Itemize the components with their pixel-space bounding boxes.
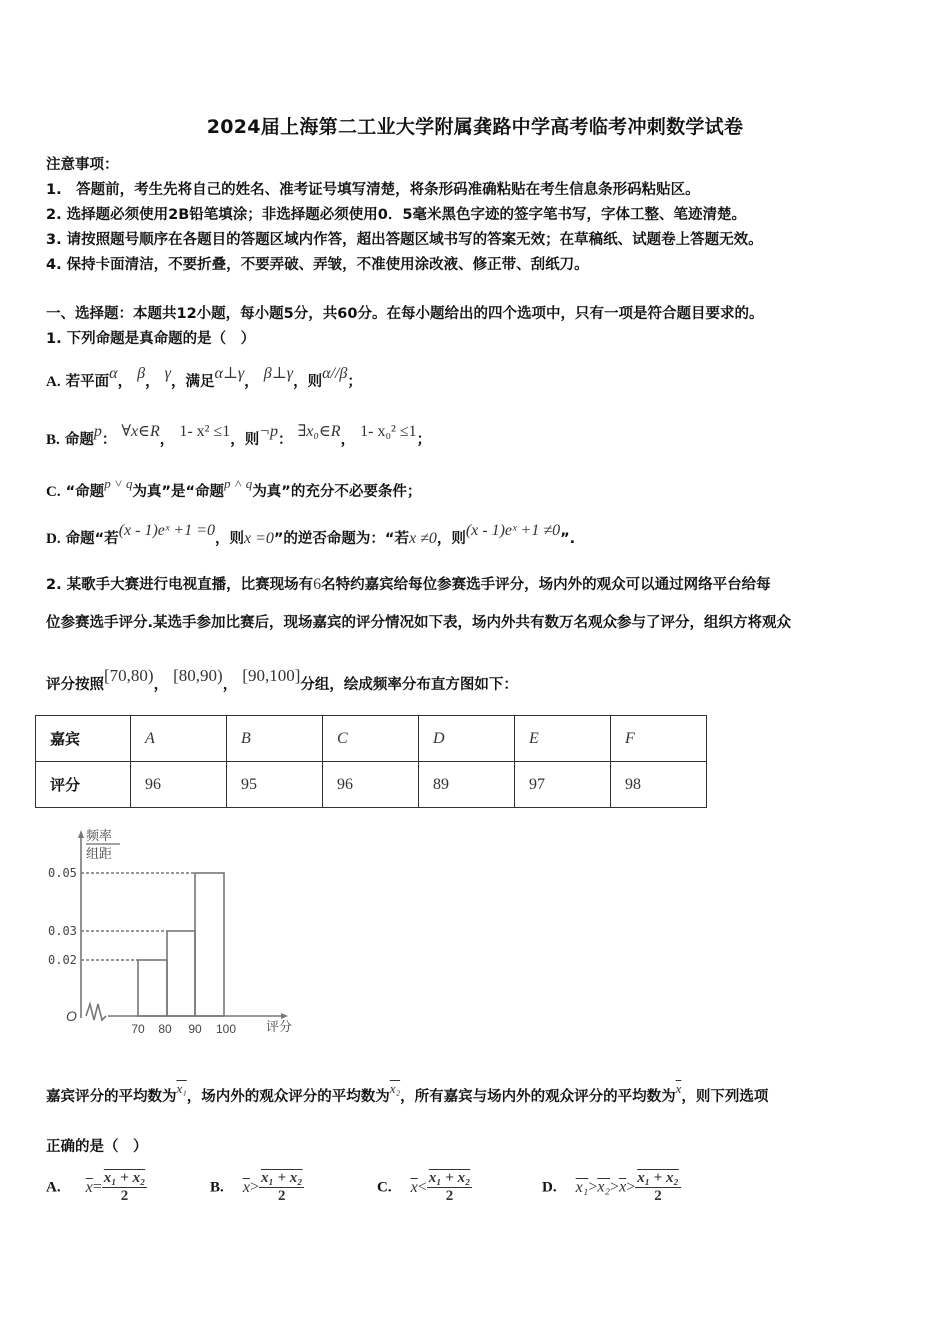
math-gamma: γ xyxy=(164,365,171,382)
math-x1-bar: x₁ xyxy=(176,1081,187,1096)
text: ”的逆否命题为：“若 xyxy=(273,531,409,547)
row-header-score: 评分 xyxy=(36,762,131,808)
x-axis-label: 评分 xyxy=(266,1020,293,1035)
text: 2. 某歌手大赛进行电视直播，比赛现场有 xyxy=(46,577,314,593)
math-p-or-q: p ˅ q xyxy=(104,476,133,491)
x-tick: 70 xyxy=(131,1022,145,1036)
y-axis-label-numerator: 频率 xyxy=(86,829,113,844)
option-label: C. xyxy=(46,484,61,500)
y-tick: 0.02 xyxy=(48,953,77,967)
text: 若平面 xyxy=(65,374,110,390)
math-alpha-perp-gamma: α⊥γ xyxy=(214,365,245,382)
y-tick: 0.03 xyxy=(48,924,77,938)
text: ，满足 xyxy=(170,374,215,390)
page-title: 2024届上海第二工业大学附属龚路中学高考临考冲刺数学试卷 xyxy=(206,116,744,138)
text: ，则 xyxy=(293,374,323,390)
text: ，则 xyxy=(214,531,244,547)
math-p-and-q: p ˄ q xyxy=(224,476,253,491)
score-cell: 96 xyxy=(323,762,419,808)
text: “命题 xyxy=(65,484,105,500)
q2-line-5: 正确的是（ ） xyxy=(46,1139,148,1155)
guest-cell: C xyxy=(323,716,419,762)
q1-stem: 1. 下列命题是真命题的是（ ） xyxy=(46,331,256,347)
text: 命题“若 xyxy=(65,531,119,547)
math-x2-bar: x₂ xyxy=(389,1081,401,1096)
score-cell: 96 xyxy=(131,762,227,808)
guest-count: 6 xyxy=(313,576,322,593)
text: 分组，绘成频率分布直方图如下： xyxy=(300,677,518,693)
text: ； xyxy=(347,374,362,390)
text: ，则 xyxy=(230,432,260,448)
q2-line-3: 评分按照[70,80)， [80,90)， [90,100]分组，绘成频率分布直方图如下： xyxy=(46,666,518,693)
text: ，所有嘉宾与场内外的观众评分的平均数为 xyxy=(400,1089,676,1105)
row-header-guest: 嘉宾 xyxy=(36,716,131,762)
text: ； xyxy=(416,432,432,448)
notice-item-1: 1. 答题前，考生先将自己的姓名、准考证号填写清楚，将条形码准确粘贴在考生信息条形码粘贴区。 xyxy=(46,182,700,198)
math-x-bar: $\overline{x}$ xyxy=(619,1178,627,1196)
guest-cell: E xyxy=(515,716,611,762)
math-equation: (x - 1)eˣ +1 =0 xyxy=(118,522,215,539)
math-p: p xyxy=(93,423,102,440)
origin-label: O xyxy=(66,1008,77,1024)
x-tick: 100 xyxy=(215,1022,237,1036)
text: ，场内外的观众评分的平均数为 xyxy=(186,1089,390,1105)
math-inequation: (x - 1)eˣ +1 ≠0 xyxy=(465,522,561,539)
table-row xyxy=(36,716,707,762)
math-operator: < xyxy=(417,1178,427,1196)
math-operator: = xyxy=(92,1178,102,1196)
q2-line-4 xyxy=(46,1081,769,1106)
score-cell: 89 xyxy=(419,762,515,808)
option-label: B. xyxy=(210,1179,224,1196)
text: 评分按照 xyxy=(46,677,104,693)
score-cell: 97 xyxy=(515,762,611,808)
text: ，则下列选项 xyxy=(681,1089,769,1105)
math-alpha: α xyxy=(109,365,118,382)
math-x2-bar: x₂ xyxy=(597,1178,611,1196)
option-label: D. xyxy=(542,1179,557,1196)
math-fraction: $\frac{\text{x₁ + x₂}}{2}$ xyxy=(637,1170,679,1204)
notice-heading: 注意事项： xyxy=(46,157,119,173)
guest-cell: D xyxy=(419,716,515,762)
section-heading: 一、选择题：本题共12小题，每小题5分，共60分。在每小题给出的四个选项中，只有一项是符合题目要求的。 xyxy=(46,306,764,322)
notice-item-4: 4. 保持卡面清洁，不要折叠，不要弄破、弄皱，不准使用涂改液、修正带、刮纸刀。 xyxy=(46,257,589,273)
math-operator: > xyxy=(626,1178,636,1196)
y-tick: 0.05 xyxy=(48,866,77,880)
q2-option-d[interactable] xyxy=(542,1170,681,1205)
text: 为真”的充分不必要条件； xyxy=(252,484,422,500)
math-beta-perp-gamma: β⊥γ xyxy=(263,365,294,382)
text: ”. xyxy=(560,531,576,547)
score-cell: 98 xyxy=(611,762,707,808)
option-label: A. xyxy=(46,1179,61,1196)
text: 为真”是“命题 xyxy=(132,484,225,500)
interval-90-100: [90,100] xyxy=(242,666,301,685)
q1-option-c xyxy=(46,476,422,501)
math-x-bar: $\overline{x}$ xyxy=(410,1178,418,1196)
math-not-p: ¬p xyxy=(259,423,279,440)
math-x-neq-0: x ≠0 xyxy=(408,530,437,547)
math-fraction: $\frac{\text{x₁ + x₂}}{2}$ xyxy=(103,1170,146,1204)
y-axis-label-denominator: 组距 xyxy=(86,847,113,862)
q1-option-a: A. 若平面α， β， γ，满足α⊥γ， β⊥γ，则α//β； xyxy=(46,365,362,390)
text: 命题 xyxy=(64,432,94,448)
math-x-bar: $\overline{x}$ xyxy=(242,1178,250,1196)
guest-scores-table xyxy=(35,715,707,808)
option-label: A. xyxy=(46,374,61,390)
interval-80-90: [80,90) xyxy=(173,666,223,685)
math-alpha-parallel-beta: α//β xyxy=(322,365,348,382)
x-tick: 80 xyxy=(158,1022,172,1036)
q2-option-b[interactable] xyxy=(210,1170,304,1205)
math-fraction: $\frac{\text{x₁ + x₂}}{2}$ xyxy=(260,1170,303,1204)
x-tick: 90 xyxy=(188,1022,202,1036)
notice-item-3: 3. 请按照题号顺序在各题目的答题区域内作答，超出答题区域书写的答案无效；在草稿纸、试题卷上答题无效。 xyxy=(46,232,763,248)
frequency-histogram xyxy=(40,820,300,1045)
option-label: B. xyxy=(46,432,60,448)
math-operator: > xyxy=(249,1178,259,1196)
math-x1-bar: x₁ xyxy=(575,1178,589,1196)
q2-option-c[interactable] xyxy=(377,1170,472,1205)
table-row xyxy=(36,762,707,808)
guest-cell: B xyxy=(227,716,323,762)
q2-line-2: 位参赛选手评分.某选手参加比赛后，现场嘉宾的评分情况如下表，场内外共有数万名观众参与了评分，组织方将观众 xyxy=(46,615,792,631)
text: 嘉宾评分的平均数为 xyxy=(46,1089,177,1105)
notice-item-2: 2. 选择题必须使用2B铅笔填涂；非选择题必须使用0．5毫米黑色字迹的签字笔书写，字体工整、笔迹清楚。 xyxy=(46,207,746,223)
math-x-bar: $\overline{x}$ xyxy=(675,1081,682,1096)
guest-cell: A xyxy=(131,716,227,762)
math-x-bar: $\overline{x}$ xyxy=(85,1178,93,1196)
guest-cell: F xyxy=(611,716,707,762)
math-forall: ∀x∈R xyxy=(121,423,160,440)
text: ，则 xyxy=(436,531,466,547)
math-operator: > xyxy=(610,1178,620,1196)
math-x-eq-0: x =0 xyxy=(243,530,274,547)
math-inequality: 1- x² ≤1 xyxy=(179,423,231,440)
math-beta: β xyxy=(137,365,146,382)
q1-option-d xyxy=(46,522,576,548)
interval-70-80: [70,80) xyxy=(104,666,154,685)
math-operator: > xyxy=(588,1178,598,1196)
q2-line-1 xyxy=(46,573,771,594)
text: 名特约嘉宾给每位参赛选手评分，场内外的观众可以通过网络平台给每 xyxy=(321,577,771,593)
score-cell: 95 xyxy=(227,762,323,808)
math-inequality-2: 1- x₀² ≤1 xyxy=(360,423,417,440)
q1-option-b: B. 命题p： ∀x∈R， 1- x² ≤1，则¬p： ∃x₀∈R， 1- x₀² ≤1； xyxy=(46,423,432,448)
math-exists: ∃x₀∈R xyxy=(297,423,341,440)
option-label: D. xyxy=(46,531,61,547)
math-fraction: $\frac{\text{x₁ + x₂}}{2}$ xyxy=(428,1170,471,1204)
q2-option-a[interactable] xyxy=(46,1170,147,1205)
option-label: C. xyxy=(377,1179,392,1196)
